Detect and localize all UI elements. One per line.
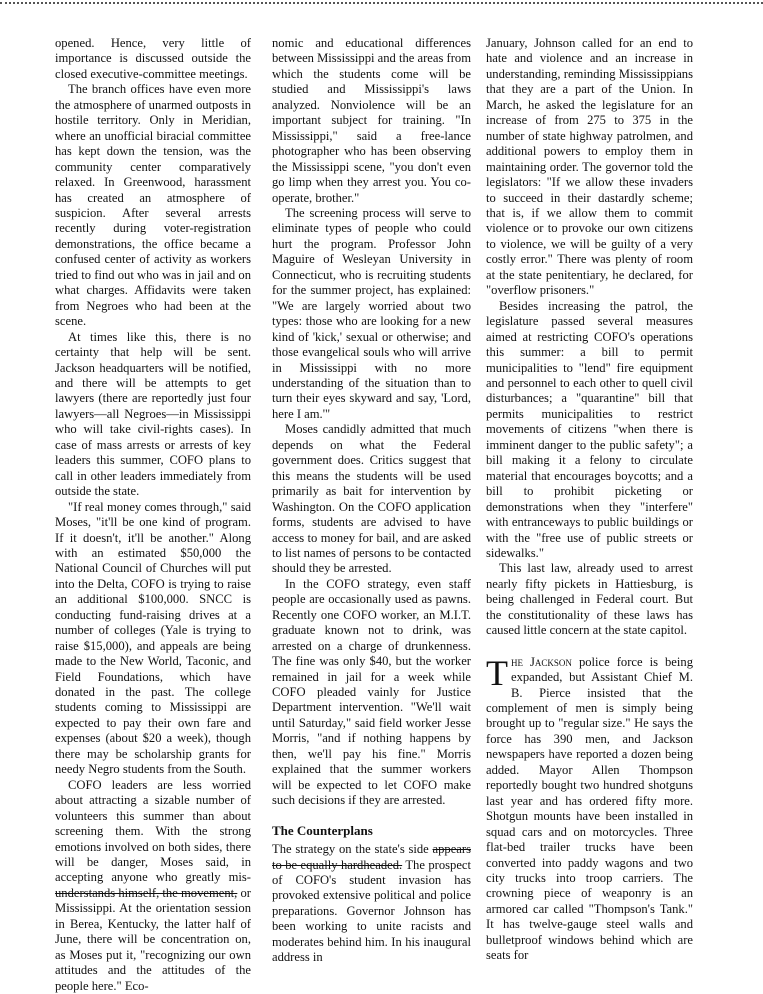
paragraph: The branch offices have even more the atmosphere of unarmed outposts in hostile territory. Only in Meridian, where an unofficial biracial committee has kept down the tension, was the community center comparatively relaxed. In Greenwood, harassment has created an atmosphere of suspicion. After several arrests recently during voter-registration demonstrations, the office became a confused center of activity as workers tried to find out who was in jail and on what charges. Affidavits were taken from Negroes who had been at the scene.	[55, 82, 251, 329]
paragraph	[272, 842, 471, 966]
column-3	[486, 36, 693, 964]
paragraph: nomic and educational differences between Mississippi and the areas from which the students come will be studied and Mississippi's laws analyzed. Nonviolence will be an important subject for training. "In Mississippi," said a free-lance photographer who has been observing the Mississippi scene, "you don't even go limp when they arrest you. You co-operate, brother."	[272, 36, 472, 205]
section-lead	[486, 652, 693, 964]
section-heading: The Counterplans	[272, 822, 373, 838]
lead-in-words: he Jackson	[511, 654, 572, 669]
paragraph: Moses candidly admitted that much depends on what the Federal government does. Critics suggest that this means the students will be used primarily as bait for intervention by Washington. On the COFO application forms, students are advised to have access to money for bail, and are asked to list names of persons to be contacted should they be arrested.	[272, 422, 471, 576]
text-span: The prospect of COFO's student invasion has provoked extensive political and police preparations. Governor Johnson has been working to unite racists and moderates behind him. In his inaugural address in	[272, 857, 471, 965]
paragraph: January, Johnson called for an end to hate and violence and an increase in understanding, reminding Mississippians that they are a part of the Union. In March, he asked the legislature for an increase of from 275 to 375 in the number of state highway patrolmen, and additional powers to employ them in maintaining order. The governor told the legislators: "If we allow these invaders to succeed in their dastardly scheme; that is, if we allow them to commit violence or to provoke our own citizens to violence, we will be guilty of a very costly error." There was plenty of room at the state penitentiary, he declared, for "overflow prisoners."	[486, 36, 693, 298]
paragraph: "If real money comes through," said Moses, "it'll be one kind of program. If it doesn't, it'll be another." Along with an estimated $50,000 the National Council of Churches will put into the Delta, COFO is trying to raise an additional $100,000. SNCC is conducting fund-raising drives at a number of colleges (Yale is trying to raise $15,000), and appeals are being made to the New World, Taconic, and Field Foundations, which have donated in the past. The college students coming to Mississippi are expected to pay their own fare and expenses (about $20 a week), though there may be scholarship grants for needy Negro students from the South.	[55, 499, 251, 777]
paragraph: At times like this, there is no certainty that help will be sent. Jackson headquarters will be notified, and there will be attempts to get lawyers (there are reportedly just four lawyers—all Negroes—in Mississippi who will take civil-rights cases). In case of mass arrests or arrests of key leaders this summer, COFO plans to call in other leaders immediately from outside the state.	[55, 329, 251, 499]
text-span: or Mississippi. At the orientation session in Berea, Kentucky, the latter half of June, there will be concentration on, as Moses put it, "recognizing our own attitudes and the attitudes of the people here." Eco-	[55, 885, 251, 993]
text-span: The strategy on the state's side	[272, 842, 429, 857]
paragraph	[55, 778, 251, 994]
paragraph: Besides increasing the patrol, the legislature passed several measures aimed at restricting COFO's operations this summer: a bill to permit municipalities to "lend" fire equipment and personnel to each other to quell civil disturbances; a "quarantine" bill that permits municipalities to restrict movements of citizens "when there is imminent danger to the public safety"; a bill making it a felony to circulate material that encourages boycotts; and a bill to prohibit picketing or demonstrations when they "interfere" with entranceways to public buildings or with the "free use of public streets or sidewalks."	[486, 298, 693, 560]
column-2	[272, 36, 471, 966]
struck-text: appears to be equally hardheaded.	[272, 842, 471, 872]
paragraph: This last law, already used to arrest nearly fifty pickets in Hattiesburg, is being challenged in Federal court. But the constitutionality of these laws has caused little concern at the state capitol.	[486, 561, 693, 638]
text-span: police force is being expanded, but Assistant Chief M. B. Pierce insisted that the complement of men is simply being brought up to "regular size." He says the force has 390 men, and Jackson newspapers have reported a dozen being added. Mayor Allen Thompson reportedly bought two hundred shotguns last year and has ordered fifty more. Shotgun mounts have been installed in squad cars and on motorcycles. Three flat-bed trailer trucks have been converted into paddy wagons and two city trucks into troop carriers. The crowning piece of weaponry is an armored car called "Thompson's Tank." It has twelve-gauge steel walls and bulletproof windows behind which are seats for	[486, 654, 693, 963]
text-span: COFO leaders are less worried about attracting a sizable number of volunteers this summer than about screening them. With the strong emotions involved on both sides, there will be danger, Moses said, in accepting anyone who greatly mis-	[55, 777, 251, 885]
paragraph: opened. Hence, very little of importance is discussed outside the closed executive-committee meetings.	[55, 36, 251, 81]
paragraph: In the COFO strategy, even staff people are occasionally used as pawns. Recently one COFO worker, an M.I.T. graduate known not to drink, was arrested on a charge of drunkenness. The fine was only $40, but the worker remained in jail for a week while COFO pleaded vainly for Justice Department intervention. "We'll wait until Saturday," said field worker Jesse Morris, "and if nothing happens by then, we'll pay his fine." Morris explained that the summer workers will be expected to let COFO make such decisions if they are arrested.	[272, 576, 471, 808]
struck-text: understands himself, the movement,	[55, 885, 238, 900]
column-1	[55, 36, 251, 994]
drop-cap: T	[486, 652, 508, 693]
paragraph: The screening process will serve to eliminate types of people who could hurt the program. Professor John Maguire of Wesleyan University in Connecticut, who is recruiting students for the summer project, has explained: "We are largely worried about two types: those who are looking for a new kind of 'kick,' sexual or otherwise; and those evangelical souls who will arrive in Mississippi with no more understanding of the situation than to turn their eyes skyward and say, 'Lord, here I am.'"	[272, 205, 471, 421]
paragraph	[486, 652, 693, 964]
top-dotted-rule	[0, 2, 763, 4]
